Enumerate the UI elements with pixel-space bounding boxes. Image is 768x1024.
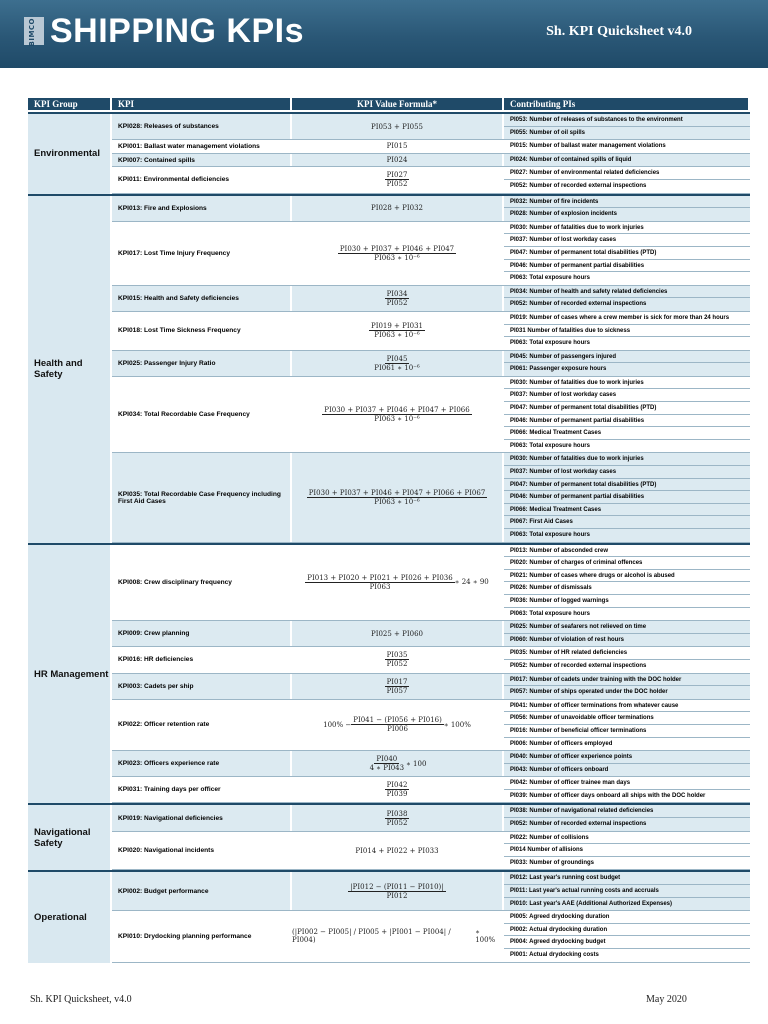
col-header-pis: Contributing PIs [504,98,750,110]
contributing-pis [504,621,750,646]
kpi-group-label: Operational [28,872,112,962]
pi-item: PI006: Number of officers employed [510,740,613,747]
kpi-row [112,377,750,454]
formula-denominator: 4 ∗ PI043 [369,764,405,773]
kpi-group [28,112,750,194]
kpi-formula [292,167,504,192]
pi-item: PI016: Number of beneficial officer terminations [504,725,750,738]
formula-numerator: PI030 + PI037 + PI046 + PI047 [339,244,455,253]
pi-item: PI037: Number of lost workday cases [504,389,750,402]
kpi-row [112,647,750,673]
contributing-pis [504,453,750,541]
kpi-row [112,832,750,871]
pi-item: PI031 Number of fatalities due to sickness [504,325,750,338]
formula-numerator: PI040 [376,755,398,764]
page-title: SHIPPING KPIs [50,12,305,50]
contributing-pis [504,832,750,870]
kpi-row [112,777,750,803]
formula-denominator: PI063 ∗ 10⁻⁶ [374,331,420,340]
pi-item: PI052: Number of recorded external inspections [510,662,647,669]
kpi-name: KPI013: Fire and Explosions [112,196,292,221]
pi-item: PI063: Total exposure hours [504,529,750,542]
formula-expression: (|PI002 − PI005| / PI005 + |PI001 − PI004| / PI004) [292,928,451,945]
contributing-pis [504,911,750,961]
pi-item: PI046: Number of permanent partial disabilities [504,260,750,273]
kpi-formula [292,805,504,830]
formula-denominator: PI063 ∗ 10⁻⁶ [374,253,420,262]
kpi-formula [292,377,504,453]
kpi-row [112,453,750,542]
kpi-group-label: HR Management [28,545,112,804]
pi-item: PI043: Number of officers onboard [504,764,750,777]
formula-denominator: PI039 [386,790,408,799]
kpi-row [112,751,750,777]
pi-item: PI060: Number of violation of rest hours [504,634,750,647]
formula-fraction [385,171,410,188]
kpi-row [112,140,750,154]
kpi-formula [292,312,504,350]
pi-item: PI041: Number of officer terminations from whatever cause [504,700,750,713]
formula-numerator: PI013 + PI020 + PI021 + PI026 + PI036 [307,573,453,582]
pi-item: PI030: Number of fatalities due to work injuries [504,377,750,390]
pi-item: PI015: Number of ballast water management violations [510,143,666,150]
kpi-formula [292,351,504,376]
pi-item: PI024: Number of contained spills of liquid [504,154,750,167]
formula-fraction [348,883,445,900]
pi-item: PI005: Agreed drydocking duration [504,911,750,924]
kpi-row [112,674,750,700]
kpi-row [112,911,750,962]
page-header [0,0,768,68]
contributing-pis [504,700,750,750]
pi-item: PI028: Number of explosion incidents [504,208,750,221]
pi-item: PI063: Total exposure hours [510,275,590,282]
kpi-name: KPI002: Budget performance [112,872,292,910]
contributing-pis [504,140,750,153]
formula-expression: PI014 + PI022 + PI033 [355,846,439,855]
kpi-name: KPI023: Officers experience rate [112,751,292,776]
pi-item: PI019: Number of cases where a crew member is sick for more than 24 hours [504,312,750,325]
pi-item: PI037: Number of lost workday cases [504,466,750,479]
pi-item: PI055: Number of oil spills [504,127,750,140]
contributing-pis [504,154,750,167]
pi-item: PI040: Number of officer experience points [504,751,750,764]
kpi-name: KPI001: Ballast water management violations [112,140,292,153]
pi-item: PI061: Passenger exposure hours [504,363,750,376]
kpi-groups [28,112,750,963]
kpi-name: KPI008: Crew disciplinary frequency [112,545,292,621]
kpi-name: KPI035: Total Recordable Case Frequency including First Aid Cases [112,453,292,541]
kpi-name: KPI034: Total Recordable Case Frequency [112,377,292,453]
pi-item: PI052: Number of recorded external inspections [510,182,647,189]
pi-item: PI066: Medical Treatment Cases [504,504,750,517]
formula-fraction [322,406,471,423]
formula-denominator: PI057 [386,686,408,695]
formula-denominator: PI052 [386,660,408,669]
kpi-table [28,98,750,958]
formula-denominator: PI063 [369,582,391,591]
formula-prefix: 100% − [323,720,352,729]
formula-expression: PI024 [386,156,408,165]
pi-item: PI004: Agreed drydocking budget [504,936,750,949]
pi-item: PI042: Number of officer trainee man days [504,777,750,790]
kpi-name: KPI015: Health and Safety deficiencies [112,286,292,311]
pi-item: PI035: Number of HR related deficiencies [504,647,750,660]
pi-item: PI017: Number of cadets under training with the DOC holder [504,674,750,687]
kpi-formula [292,872,504,910]
pi-item: PI013: Number of absconded crew [504,545,750,558]
pi-item: PI014 Number of allisions [504,844,750,857]
kpi-row [112,167,750,193]
pi-item: PI047: Number of permanent total disabilities (PTD) [504,247,750,260]
pi-item: PI032: Number of fire incidents [504,196,750,209]
formula-denominator: PI061 ∗ 10⁻⁶ [374,363,420,372]
kpi-name: KPI010: Drydocking planning performance [112,911,292,961]
pi-item: PI034: Number of health and safety related deficiencies [504,286,750,299]
footer-date: May 2020 [646,994,687,1005]
contributing-pis [504,647,750,672]
pi-item: PI067: First Aid Cases [504,516,750,529]
kpi-group-label: Health and Safety [28,196,112,543]
formula-suffix: ∗ 100 [406,759,427,768]
kpi-formula [292,751,504,776]
kpi-name: KPI028: Releases of substances [112,114,292,139]
formula-numerator: PI027 [386,171,408,180]
kpi-row [112,805,750,831]
kpi-formula [292,777,504,802]
contributing-pis [504,872,750,910]
pi-item: PI057: Number of ships operated under the DOC holder [504,686,750,699]
kpi-group-label: Navigational Safety [28,805,112,870]
kpi-name: KPI025: Passenger Injury Ratio [112,351,292,376]
pi-item: PI030: Number of fatalities due to work injuries [504,453,750,466]
pi-item: PI025: Number of seafarers not relieved on time [504,621,750,634]
formula-fraction [369,322,425,339]
pi-item: PI066: Medical Treatment Cases [504,427,750,440]
col-header-kpi: KPI [112,98,292,110]
table-header-row [28,98,750,110]
contributing-pis [504,545,750,621]
kpi-name: KPI020: Navigational incidents [112,832,292,870]
formula-denominator: PI052 [386,298,408,307]
pi-item: PI063: Total exposure hours [510,442,590,449]
formula-expression: PI028 + PI032 [371,204,423,213]
kpi-group [28,543,750,804]
bimco-logo-text: BIMCO [28,18,36,47]
formula-fraction [305,574,454,591]
contributing-pis [504,114,750,139]
pi-item: PI046: Number of permanent partial disabilities [504,491,750,504]
pi-item: PI063: Total exposure hours [510,610,590,617]
kpi-formula [292,832,504,870]
formula-expression: PI025 + PI060 [371,629,423,638]
kpi-row [112,700,750,751]
col-header-kpi-group: KPI Group [28,98,112,110]
pi-item: PI022: Number of collisions [504,832,750,845]
formula-denominator: PI006 [387,725,408,734]
kpi-row [112,154,750,168]
pi-item: PI047: Number of permanent total disabilities (PTD) [504,402,750,415]
kpi-name: KPI011: Environmental deficiencies [112,167,292,192]
version-label: Sh. KPI Quicksheet v4.0 [546,24,692,39]
formula-fraction [385,781,410,798]
formula-denominator: PI012 [386,891,408,900]
formula-fraction [307,489,488,506]
pi-item: PI052: Number of recorded external inspections [504,298,750,311]
kpi-name: KPI022: Officer retention rate [112,700,292,750]
kpi-group-label: Environmental [28,114,112,194]
contributing-pis [504,167,750,192]
formula-expression: PI015 [386,142,408,151]
kpi-formula [292,647,504,672]
pi-item: PI026: Number of dismissals [504,582,750,595]
pi-item: PI039: Number of officer days onboard all ships with the DOC holder [510,792,706,799]
pi-item: PI001: Actual drydocking costs [510,952,599,958]
formula-suffix: ∗ 24 ∗ 90 [454,578,489,587]
kpi-row [112,312,750,351]
formula-numerator: PI045 [386,354,408,363]
kpi-formula [292,140,504,153]
formula-expression: PI053 + PI055 [371,122,423,131]
contributing-pis [504,377,750,453]
pi-item: PI063: Total exposure hours [510,340,590,347]
kpi-name: KPI019: Navigational deficiencies [112,805,292,830]
pi-item: PI045: Number of passengers injured [504,351,750,364]
kpi-name: KPI018: Lost Time Sickness Frequency [112,312,292,350]
formula-numerator: PI041 − (PI056 + PI016) [353,716,442,725]
pi-item: PI020: Number of charges of criminal offences [504,557,750,570]
formula-fraction [372,355,421,372]
contributing-pis [504,312,750,350]
kpi-formula [292,222,504,285]
kpi-row [112,286,750,312]
formula-suffix: ∗ 100% [443,720,471,729]
pi-item: PI021: Number of cases where drugs or alcohol is abused [504,570,750,583]
formula-denominator: PI063 ∗ 10⁻⁶ [374,498,420,507]
kpi-formula [292,114,504,139]
kpi-group [28,194,750,543]
formula-numerator: PI034 [386,289,408,298]
col-header-formula: KPI Value Formula* [292,98,504,110]
formula-fraction [385,651,410,668]
pi-item: PI030: Number of fatalities due to work injuries [504,222,750,235]
formula-numerator: PI017 [386,677,408,686]
pi-item: PI052: Number of recorded external inspections [504,818,750,831]
pi-item: PI038: Number of navigational related deficiencies [504,805,750,818]
kpi-row [112,351,750,377]
formula-denominator: PI052 [386,180,408,189]
formula-fraction [368,755,407,772]
formula-fraction [385,290,410,307]
formula-denominator: PI063 ∗ 10⁻⁶ [374,415,420,424]
formula-numerator: |PI012 − (PI011 − PI010)| [350,882,444,891]
kpi-formula [292,196,504,221]
formula-suffix: ∗ 100% [475,928,496,945]
formula-numerator: PI019 + PI031 [371,322,423,331]
contributing-pis [504,351,750,376]
pi-item: PI047: Number of permanent total disabilities (PTD) [504,479,750,492]
kpi-group [28,870,750,962]
pi-item: PI011: Last year's actual running costs and accruals [504,885,750,898]
kpi-name: KPI003: Cadets per ship [112,674,292,699]
kpi-name: KPI031: Training days per officer [112,777,292,802]
kpi-formula [292,674,504,699]
pi-item: PI012: Last year's running cost budget [504,872,750,885]
kpi-row [112,872,750,911]
formula-denominator: PI052 [386,818,408,827]
contributing-pis [504,222,750,285]
contributing-pis [504,805,750,830]
pi-item: PI010: Last year's AAE (Additional Authorized Expenses) [504,898,750,911]
formula-numerator: PI038 [386,809,408,818]
kpi-formula [292,700,504,750]
formula-fraction [338,245,456,262]
formula-fraction [385,810,410,827]
formula-numerator: PI030 + PI037 + PI046 + PI047 + PI066 + PI067 [308,489,486,498]
formula-fraction [385,678,410,695]
contributing-pis [504,777,750,802]
pi-item: PI037: Number of lost workday cases [504,234,750,247]
kpi-formula [292,286,504,311]
kpi-name: KPI007: Contained spills [112,154,292,167]
kpi-row [112,222,750,286]
pi-item: PI036: Number of logged warnings [504,595,750,608]
kpi-formula [292,453,504,541]
formula-numerator: PI030 + PI037 + PI046 + PI047 + PI066 [324,406,470,415]
footer-doc-name: Sh. KPI Quicksheet, v4.0 [30,994,132,1005]
kpi-row [112,114,750,140]
formula-fraction [351,716,444,733]
kpi-formula [292,154,504,167]
kpi-formula [292,545,504,621]
formula-numerator: PI035 [386,651,408,660]
pi-item: PI002: Actual drydocking duration [504,924,750,937]
kpi-group [28,803,750,870]
kpi-formula [292,911,504,961]
formula-numerator: PI042 [386,781,408,790]
pi-item: PI046: Number of permanent partial disabilities [504,415,750,428]
kpi-name: KPI017: Lost Time Injury Frequency [112,222,292,285]
pi-item: PI033: Number of groundings [510,859,595,866]
kpi-row [112,545,750,622]
kpi-formula [292,621,504,646]
contributing-pis [504,286,750,311]
contributing-pis [504,196,750,221]
pi-item: PI053: Number of releases of substances to the environment [504,114,750,127]
kpi-name: KPI009: Crew planning [112,621,292,646]
kpi-row [112,196,750,222]
pi-item: PI027: Number of environmental related deficiencies [504,167,750,180]
contributing-pis [504,751,750,776]
kpi-name: KPI016: HR deficiencies [112,647,292,672]
contributing-pis [504,674,750,699]
pi-item: PI056: Number of unavoidable officer terminations [504,712,750,725]
kpi-row [112,621,750,647]
